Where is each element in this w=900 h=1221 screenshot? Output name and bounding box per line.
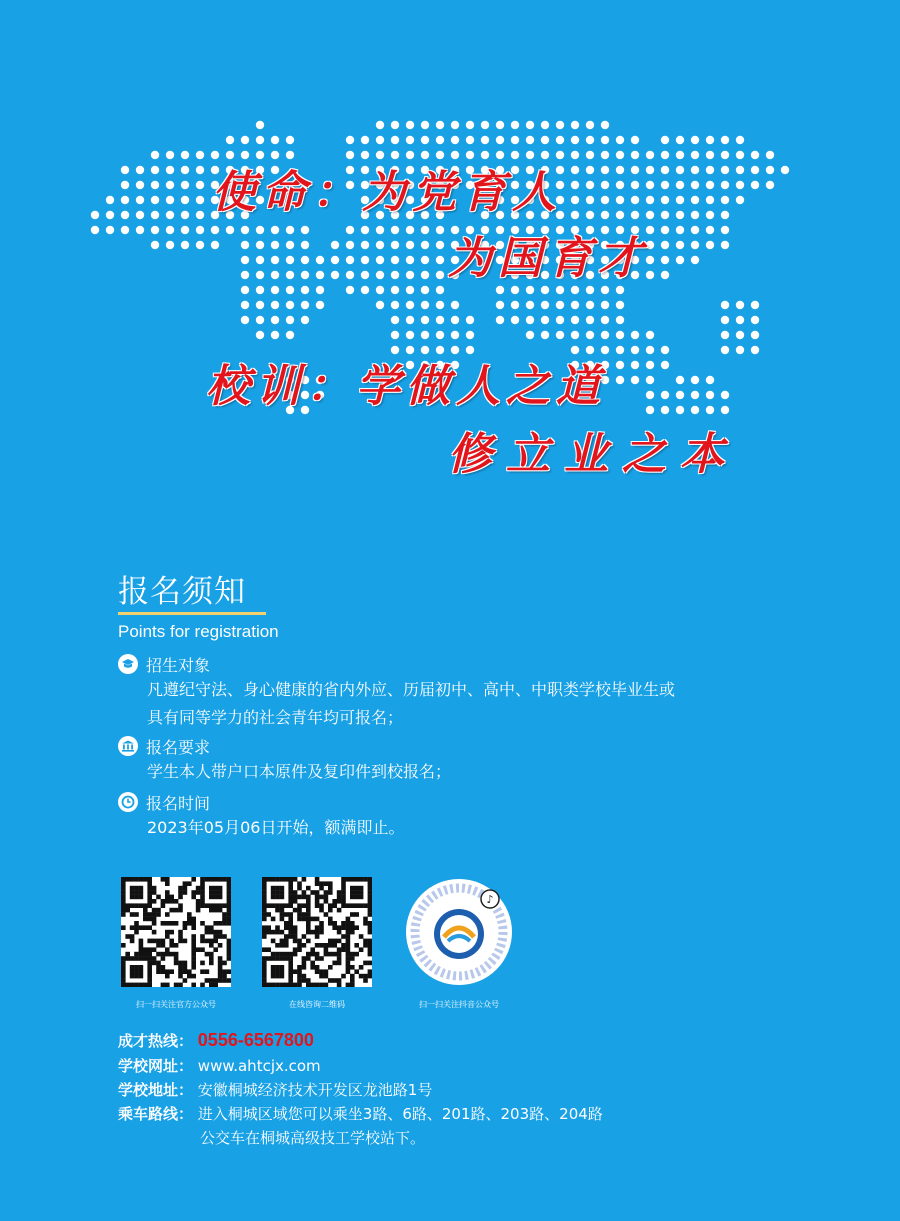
registration-item-target [118, 652, 675, 732]
bus-route-key: 乘车路线： [118, 1105, 194, 1123]
qr-caption: 扫一扫关注抖音公众号 [419, 1000, 499, 1009]
item-text-line: 凡遵纪守法、身心健康的省内外应、历届初中、高中、中职类学校毕业生或 [147, 680, 676, 699]
hotline-key: 成才热线： [118, 1032, 194, 1050]
website-link[interactable]: www.ahtcjx.com [197, 1057, 321, 1075]
bus-route-row [118, 1103, 603, 1124]
bus-route-line-2: 公交车在桐城高级技工学校站下。 [200, 1129, 426, 1147]
hotline-row [118, 1030, 314, 1051]
item-text-line: 2023年05月06日开始，额满即止。 [147, 818, 405, 837]
registration-item-time [118, 790, 404, 842]
website-key: 学校网址： [118, 1057, 194, 1075]
hotline-number[interactable]: 0556-6567800 [197, 1030, 314, 1050]
mission-line-2: 为国育才 [448, 233, 648, 284]
qr-code-image [121, 877, 231, 987]
item-text-line: 学生本人带户口本原件及复印件到校报名； [147, 762, 452, 781]
address-key: 学校地址： [118, 1081, 194, 1099]
title-underline [118, 612, 266, 615]
item-text-line: 具有同等学力的社会青年均可报名； [147, 708, 404, 727]
qr-caption: 在线咨询二维码 [289, 1000, 345, 1009]
item-label: 招生对象 [146, 655, 211, 675]
website-row [118, 1055, 321, 1076]
mission-line-1: 使命：为党育人 [212, 167, 562, 218]
graduation-cap-icon [118, 654, 138, 674]
registration-subtitle: Points for registration [118, 622, 279, 641]
registration-item-requirement [118, 734, 451, 786]
douyin-account-qr [389, 877, 529, 1010]
address-row [118, 1079, 432, 1100]
item-label: 报名时间 [146, 793, 211, 813]
bus-route-line-1: 进入桐城区域您可以乘坐3路、6路、201路、203路、204路 [197, 1105, 603, 1123]
official-account-qr [106, 877, 246, 1010]
school-motto-line-2: 修立业之本 [448, 429, 738, 480]
douyin-code-image [404, 877, 514, 987]
item-label: 报名要求 [146, 737, 211, 757]
qr-caption: 扫一扫关注官方公众号 [136, 1000, 216, 1009]
clock-icon [118, 792, 138, 812]
online-consult-qr [247, 877, 387, 1010]
svg-text:♪: ♪ [486, 893, 494, 906]
school-motto-line-1: 校训：学做人之道 [206, 361, 606, 412]
address-value: 安徽桐城经济技术开发区龙池路1号 [197, 1081, 433, 1099]
institution-icon [118, 736, 138, 756]
registration-title: 报名须知 [118, 574, 246, 610]
qr-code-image [262, 877, 372, 987]
